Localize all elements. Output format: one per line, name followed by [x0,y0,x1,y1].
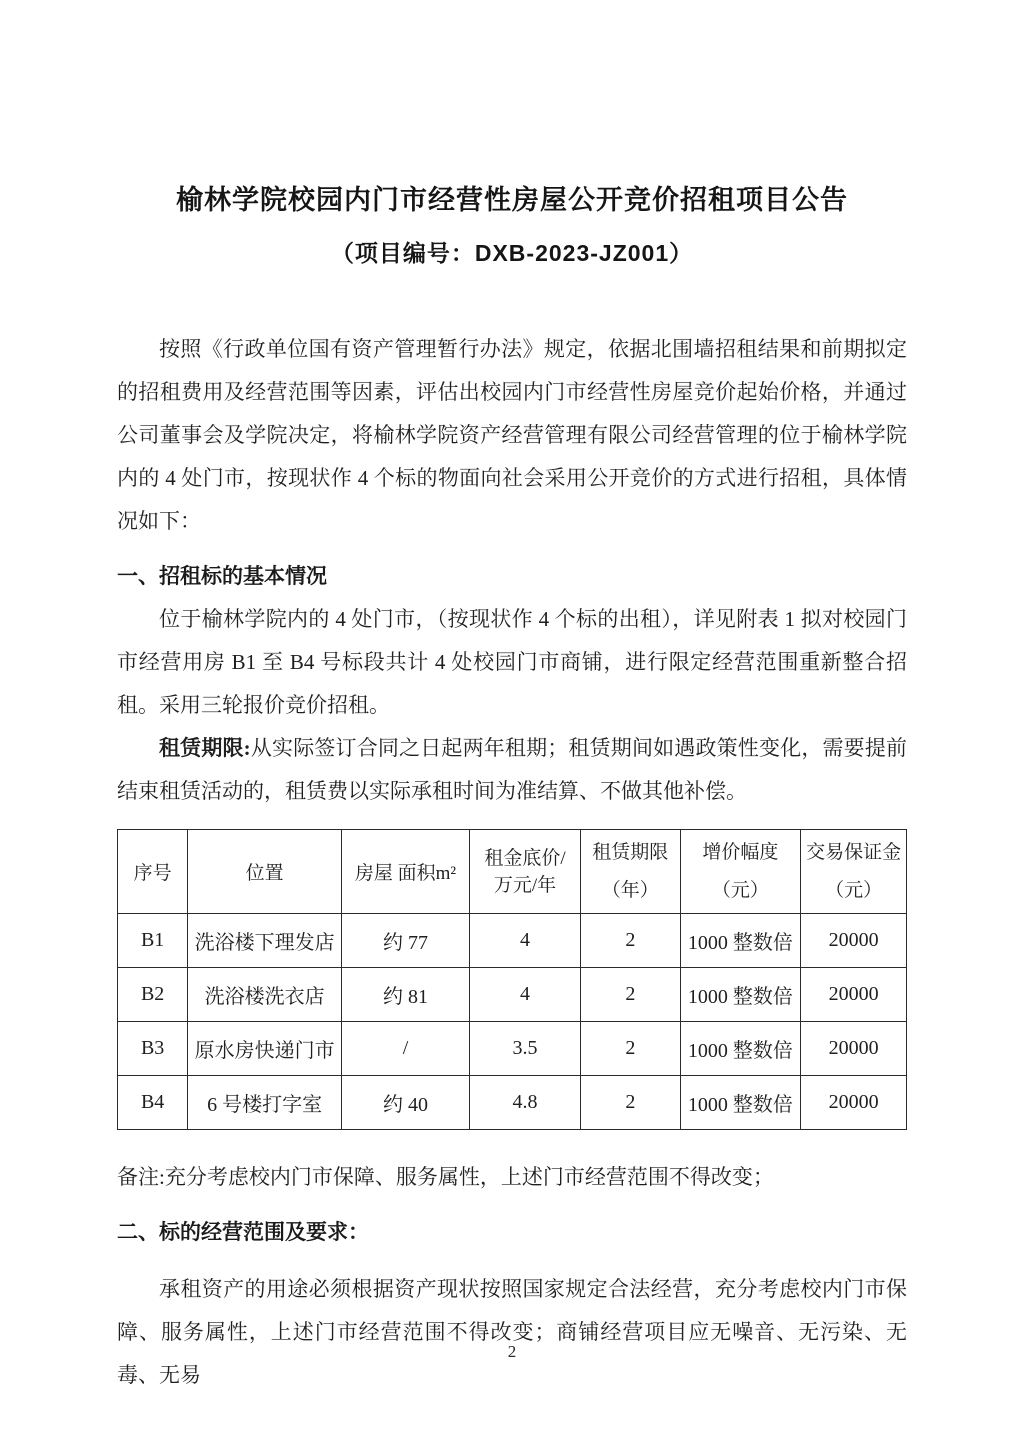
table-cell: 约 40 [342,1076,470,1130]
table-row [118,1022,907,1076]
table-cell: 洗浴楼下理发店 [188,914,342,968]
table-cell: 2 [581,914,680,968]
table-cell: B3 [118,1022,188,1076]
table-cell: 原水房快递门市 [188,1022,342,1076]
col-header-index: 序号 [118,830,188,914]
table-row [118,914,907,968]
table-cell: 4 [469,914,580,968]
lease-term-label: 租赁期限: [159,736,251,760]
table-cell: 20000 [801,968,907,1022]
table-cell: 洗浴楼洗衣店 [188,968,342,1022]
table-cell: 20000 [801,1022,907,1076]
col-header-deposit: 交易保证金 （元） [801,830,907,914]
table-cell: 20000 [801,1076,907,1130]
col-header-location: 位置 [188,830,342,914]
note-paragraph: 备注:充分考虑校内门市保障、服务属性，上述门市经营范围不得改变； [117,1165,774,1189]
table-cell: 2 [581,1076,680,1130]
table-cell: 4.8 [469,1076,580,1130]
table-cell: 约 81 [342,968,470,1022]
section-1-heading: 一、招租标的基本情况 [117,565,327,588]
col-header-lease-term: 租赁期限 （年） [581,830,680,914]
table-cell: / [342,1022,470,1076]
doc-title: 榆林学院校园内门市经营性房屋公开竞价招租项目公告 [176,185,848,215]
table-cell: 2 [581,968,680,1022]
section-2-paragraph: 承租资产的用途必须根据资产现状按照国家规定合法经营，充分考虑校内门市保障、服务属性，上述门市经营范围不得改变；商铺经营项目应无噪音、无污染、无毒、无易 [117,1277,907,1387]
col-header-area: 房屋 面积m² [342,830,470,914]
table-row [118,968,907,1022]
table-cell: 20000 [801,914,907,968]
lease-term-paragraph [117,727,907,813]
table-cell: 1000 整数倍 [680,968,801,1022]
table-row [118,1076,907,1130]
rental-lots-table [117,829,907,1130]
col-header-base-rent: 租金底价/ 万元/年 [469,830,580,914]
section-1-paragraph: 位于榆林学院内的 4 处门市，（按现状作 4 个标的出租），详见附表 1 拟对校园门市经营用房 B1 至 B4 号标段共计 4 处校园门市商铺，进行限定经营范围重新整合招租。采用三轮报价竞价招租。 [117,607,907,717]
page-number: 2 [507,1342,517,1361]
table-cell: B2 [118,968,188,1022]
table-cell: 1000 整数倍 [680,914,801,968]
table-cell: 4 [469,968,580,1022]
table-cell: 1000 整数倍 [680,1076,801,1130]
lease-term-text: 从实际签订合同之日起两年租期；租赁期间如遇政策性变化，需要提前结束租赁活动的，租赁费以实际承租时间为准结算、不做其他补偿。 [117,736,907,803]
section-2-heading: 二、标的经营范围及要求： [117,1221,369,1244]
table-cell: 约 77 [342,914,470,968]
table-cell: 3.5 [469,1022,580,1076]
intro-paragraph: 按照《行政单位国有资产管理暂行办法》规定，依据北围墙招租结果和前期拟定的招租费用及经营范围等因素，评估出校园内门市经营性房屋竞价起始价格，并通过公司董事会及学院决定，将榆林学院资产经营管理有限公司经营管理的位于榆林学院内的 4 处门市，按现状作 4 个标的物面向社会采用公开竞价的方式进行招租，具体情况如下： [117,337,907,533]
table-cell: 6 号楼打字室 [188,1076,342,1130]
table-cell: B4 [118,1076,188,1130]
table-cell: 2 [581,1022,680,1076]
doc-subtitle: （项目编号：DXB-2023-JZ001） [330,240,694,266]
table-cell: 1000 整数倍 [680,1022,801,1076]
col-header-increment: 增价幅度 （元） [680,830,801,914]
table-cell: B1 [118,914,188,968]
table-header-row [118,830,907,914]
